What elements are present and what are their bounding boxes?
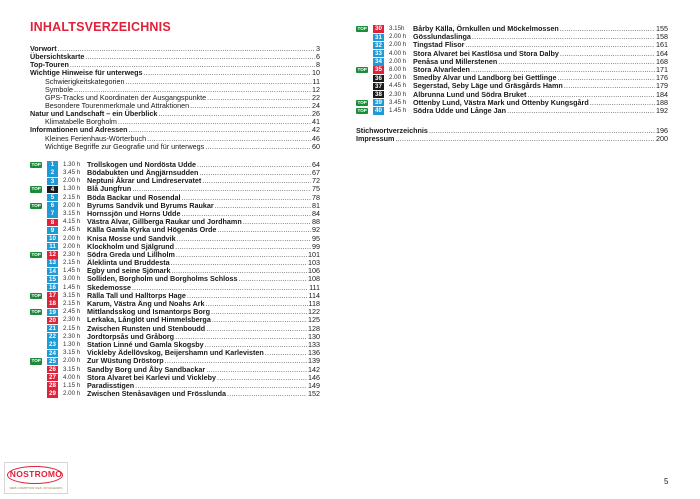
tour-page: 149 [308, 380, 320, 390]
tour-number-badge: 21 [47, 325, 58, 332]
tour-duration: 4.00 h [389, 49, 407, 57]
leader-dots [498, 58, 655, 66]
tour-duration: 2.00 h [63, 234, 81, 242]
tour-page: 192 [656, 105, 668, 115]
tour-title: Egby und seine Sjömark [87, 266, 171, 276]
logo-brand: NOSTROMO [9, 469, 63, 479]
toc-entry-label: Besondere Tourenmerkmale und Attraktionen [45, 100, 190, 110]
tour-title: Ottenby Lund, Västra Mark und Ottenby Kungsgård [413, 97, 589, 107]
tour-number-badge: 24 [47, 350, 58, 357]
index-entry[interactable] [356, 135, 668, 143]
tour-number-badge: 32 [373, 42, 384, 49]
tour-duration: 1.15 h [63, 381, 81, 389]
tour-page: 118 [308, 299, 320, 309]
leader-dots [58, 45, 315, 53]
tour-title: Byrums Sandvik und Byrums Raukar [87, 200, 214, 210]
tour-page: 176 [656, 73, 668, 83]
top-tour-badge: TOP [357, 99, 367, 105]
tour-duration: 1.30 h [63, 185, 81, 193]
tour-list-right [356, 25, 668, 115]
top-tour-badge: TOP [357, 25, 367, 31]
leader-dots [126, 78, 312, 86]
tour-title: Gösslundaslinga [413, 32, 471, 42]
tour-duration: 2.45 h [63, 226, 81, 234]
tour-title: Albrunna Lund und Södra Bruket [413, 89, 527, 99]
tour-page: 81 [312, 200, 320, 210]
toc-entry-page: 6 [316, 52, 320, 62]
tour-title: Rälla Tall und Halltorps Hage [87, 290, 186, 300]
tour-title: Äleklinta und Bruddesta [87, 258, 170, 268]
tour-number-badge: 15 [47, 276, 58, 283]
tour-page: 171 [656, 64, 668, 74]
leader-dots [265, 349, 307, 357]
tour-page: 188 [656, 97, 668, 107]
tour-title: Bårby Källa, Örnkullen und Möckelmossen [413, 24, 559, 33]
leader-dots [207, 94, 311, 102]
tour-number-badge: 28 [47, 382, 58, 389]
tour-duration: 4.15 h [63, 218, 81, 226]
top-tour-badge: TOP [31, 186, 41, 192]
tour-duration: 2.15 h [63, 300, 81, 308]
leader-dots [429, 127, 655, 135]
tour-number-badge: 33 [373, 50, 384, 57]
tour-number-badge: 5 [47, 194, 58, 201]
tour-duration: 4.00 h [63, 373, 81, 381]
top-tour-badge: TOP [31, 161, 41, 167]
tour-duration: 3.45 h [63, 169, 81, 177]
toc-entry-label: Wichtige Hinweise für unterwegs [30, 68, 143, 78]
tour-entry[interactable] [30, 251, 320, 259]
page-title: INHALTSVERZEICHNIS [30, 20, 171, 34]
tour-duration: 2.00 h [63, 357, 81, 365]
tour-title: Vickleby Ädellövskog, Beijershamn und Karlevisten [87, 348, 264, 358]
top-tour-badge: TOP [31, 202, 41, 208]
tour-page: 84 [312, 208, 320, 218]
toc-entry-label: Symbole [45, 84, 73, 94]
tour-title: Stora Alvaret bei Karlevi und Vickleby [87, 372, 217, 382]
toc-entry[interactable] [30, 78, 320, 86]
tour-duration: 2.15 h [63, 193, 81, 201]
toc-entry-page: 60 [312, 141, 320, 151]
tour-page: 158 [656, 32, 668, 42]
toc-entry-page: 42 [312, 125, 320, 135]
tour-page: 114 [308, 290, 320, 300]
tour-title: Bödabukten und Ängjärnsudden [87, 168, 199, 178]
tour-title: Station Linné und Gamla Skogsby [87, 339, 204, 349]
leader-dots [239, 275, 307, 283]
leader-dots [206, 366, 307, 374]
tour-number-badge: 37 [373, 83, 384, 90]
leader-dots [144, 69, 311, 77]
tour-entry[interactable] [356, 33, 668, 41]
tour-entry[interactable] [30, 275, 320, 283]
tour-page: 130 [308, 331, 320, 341]
leader-dots [560, 25, 655, 33]
tour-title: Böda Backar und Rosendal [87, 192, 181, 202]
toc-entry-label: Schwierigkeitskategorien [45, 76, 125, 86]
tour-number-badge: 31 [373, 34, 384, 41]
tour-entry[interactable] [30, 349, 320, 357]
tour-number-badge: 40 [373, 107, 384, 114]
leader-dots [85, 53, 315, 61]
tour-title: Södra Greda und Lillholm [87, 249, 175, 259]
toc-entry-page: 11 [312, 76, 320, 86]
toc-entry-page: 26 [312, 109, 320, 119]
tour-number-badge: 11 [47, 243, 58, 250]
tour-title: Penåsa und Millerstenen [413, 56, 498, 66]
tour-entry[interactable] [356, 99, 668, 107]
tour-page: 168 [656, 56, 668, 66]
tour-page: 108 [308, 274, 320, 284]
right-column [356, 25, 668, 143]
tour-duration: 2.00 h [63, 177, 81, 185]
tour-entry[interactable] [30, 374, 320, 382]
toc-list [30, 45, 320, 151]
tour-duration: 2.45 h [63, 308, 81, 316]
tour-number-badge: 38 [373, 91, 384, 98]
tour-entry[interactable] [30, 177, 320, 185]
leader-dots [507, 107, 655, 115]
tour-entry[interactable] [356, 25, 668, 33]
tour-title: Zur Wüstung Dröstorp [87, 356, 164, 366]
tour-page: 136 [308, 348, 320, 358]
toc-entry[interactable] [30, 53, 320, 61]
tour-number-badge: 14 [47, 268, 58, 275]
toc-entry-page: 10 [312, 68, 320, 78]
tour-title: Södra Udde und Långe Jan [413, 105, 507, 115]
tour-title: Zwischen Stenåsavägen und Frösslunda [87, 389, 226, 399]
tour-page: 125 [308, 315, 320, 325]
tour-number-badge: 18 [47, 300, 58, 307]
leader-dots [395, 135, 655, 143]
tour-duration: 2.30 h [63, 250, 81, 258]
toc-entry-page: 22 [312, 92, 320, 102]
tour-number-badge: 39 [373, 99, 384, 106]
tour-duration: 3.15 h [63, 349, 81, 357]
index-entry[interactable] [356, 127, 668, 135]
tour-duration: 1.45 h [63, 267, 81, 275]
tour-page: 184 [656, 89, 668, 99]
top-tour-badge: TOP [31, 251, 41, 257]
tour-page: 103 [308, 258, 320, 268]
tour-number-badge: 19 [47, 309, 58, 316]
tour-page: 64 [312, 159, 320, 169]
tour-title: Neptuni Åkrar und Lindreservatet [87, 176, 202, 186]
tour-number-badge: 9 [47, 227, 58, 234]
tour-duration: 2.00 h [389, 74, 407, 82]
tour-title: Stora Alvaret bei Kastlösa und Stora Dalby [413, 48, 559, 58]
tour-duration: 3.15 h [63, 291, 81, 299]
tour-title: Jordtorpsås und Gråborg [87, 331, 175, 341]
tour-duration: 8.00 h [389, 65, 407, 73]
tour-duration: 2.00 h [389, 41, 407, 49]
tour-page: 142 [308, 364, 320, 374]
tour-entry[interactable] [30, 325, 320, 333]
index-entry-label: Impressum [356, 134, 395, 144]
leader-dots [118, 118, 311, 126]
tour-duration: 2.30 h [63, 332, 81, 340]
leader-dots [215, 202, 311, 210]
tour-number-badge: 10 [47, 235, 58, 242]
leader-dots [197, 161, 311, 169]
tour-page: 75 [312, 184, 320, 194]
tour-number-badge: 1 [47, 161, 58, 168]
tour-entry[interactable] [30, 235, 320, 243]
tour-title: Stora Alvarleden [413, 64, 470, 74]
leader-dots [206, 300, 308, 308]
logo-tagline: WEB COMPTOIR DES VOYAGEURS [9, 486, 63, 490]
tour-title: Mittlandsskog und Ismantorps Borg [87, 307, 210, 317]
tour-entry[interactable] [30, 390, 320, 398]
tour-title: Källa Gamla Kyrka und Högenäs Orde [87, 225, 217, 235]
index-entry-label: Stichwortverzeichnis [356, 126, 428, 136]
top-tour-badge: TOP [31, 292, 41, 298]
tour-title: Knisa Mosse und Sandvik [87, 233, 176, 243]
tour-duration: 2.00 h [63, 201, 81, 209]
tour-title: Trollskogen und Nordösta Udde [87, 159, 197, 169]
leader-dots [243, 218, 311, 226]
tour-duration: 2.15 h [63, 259, 81, 267]
tour-number-badge: 35 [373, 66, 384, 73]
tour-number-badge: 29 [47, 390, 58, 397]
tour-number-badge: 22 [47, 333, 58, 340]
tour-title: Segerstad, Seby Läge und Gräsgårds Hamn [413, 81, 563, 91]
leader-dots [199, 169, 311, 177]
toc-entry-label: Übersichtskarte [30, 52, 85, 62]
tour-duration: 3.45 h [389, 98, 407, 106]
toc-entry-page: 46 [312, 133, 320, 143]
tour-number-badge: 7 [47, 210, 58, 217]
toc-entry-page: 24 [312, 100, 320, 110]
tour-number-badge: 27 [47, 374, 58, 381]
tour-number-badge: 13 [47, 259, 58, 266]
tour-page: 146 [308, 372, 320, 382]
tour-title: Karum, Västra Äng und Noahs Ark [87, 299, 205, 309]
tour-duration: 2.30 h [63, 316, 81, 324]
leader-dots [217, 374, 307, 382]
toc-entry-label: Kleines Ferienhaus-Wörterbuch [45, 133, 147, 143]
leader-dots [212, 316, 307, 324]
tour-number-badge: 12 [47, 251, 58, 258]
tour-page: 88 [312, 217, 320, 227]
leader-dots [217, 226, 311, 234]
tour-number-badge: 4 [47, 186, 58, 193]
leader-dots [560, 50, 655, 58]
page-number: 5 [664, 477, 669, 486]
leader-dots [558, 74, 656, 82]
tour-title: Solliden, Borgholm und Borgholms Schloss [87, 274, 238, 284]
tour-entry[interactable] [356, 50, 668, 58]
tour-page: 161 [656, 40, 668, 50]
tour-number-badge: 3 [47, 178, 58, 185]
tour-number-badge: 36 [373, 75, 384, 82]
tour-duration: 1.45 h [63, 283, 81, 291]
tour-duration: 1.30 h [63, 340, 81, 348]
top-tour-badge: TOP [31, 358, 41, 364]
top-tour-badge: TOP [357, 66, 367, 72]
leader-dots [129, 126, 311, 134]
toc-entry-label: Natur und Landschaft – ein Überblick [30, 109, 158, 119]
tour-page: 122 [308, 307, 320, 317]
extras-list [356, 127, 668, 143]
top-tour-badge: TOP [31, 309, 41, 315]
toc-entry-label: Wichtige Begriffe zur Geografie und für unterwegs [45, 141, 205, 151]
tour-number-badge: 8 [47, 219, 58, 226]
tour-page: 106 [308, 266, 320, 276]
index-entry-page: 200 [656, 134, 668, 144]
toc-entry-page: 12 [312, 84, 320, 94]
tour-number-badge: 20 [47, 317, 58, 324]
toc-entry-label: Top-Touren [30, 60, 69, 70]
tour-page: 179 [656, 81, 668, 91]
tour-title: Sandby Borg und Åby Sandbackar [87, 364, 206, 374]
leader-dots [171, 259, 307, 267]
tour-page: 111 [309, 282, 320, 292]
leader-dots [176, 251, 307, 259]
tour-entry[interactable] [356, 107, 668, 115]
tour-page: 95 [312, 233, 320, 243]
tour-list-left [30, 161, 320, 398]
tour-page: 101 [308, 249, 320, 259]
tour-page: 92 [312, 225, 320, 235]
toc-entry-page: 3 [316, 44, 320, 53]
leader-dots [206, 325, 307, 333]
tour-duration: 2.00 h [63, 242, 81, 250]
tour-duration: 2.00 h [389, 57, 407, 65]
tour-title: Västra Alvar, Gillberga Raukar und Jordhamn [87, 217, 242, 227]
tour-number-badge: 26 [47, 366, 58, 373]
tour-duration: 3.15 h [63, 365, 81, 373]
top-tour-badge: TOP [357, 107, 367, 113]
leader-dots [590, 99, 655, 107]
tour-page: 128 [308, 323, 320, 333]
tour-number-badge: 34 [373, 58, 384, 65]
leader-dots [202, 177, 311, 185]
leader-dots [177, 235, 311, 243]
leader-dots [158, 110, 311, 118]
tour-duration: 3.15h [389, 25, 405, 32]
tour-entry[interactable] [30, 243, 320, 251]
tour-page: 133 [308, 339, 320, 349]
tour-title: Zwischen Runsten und Stenboudd [87, 323, 206, 333]
tour-entry[interactable] [30, 259, 320, 267]
tour-page: 164 [656, 48, 668, 58]
left-column [30, 45, 320, 398]
tour-number-badge: 30 [373, 25, 384, 32]
nostromo-logo [4, 462, 68, 494]
tour-page: 152 [308, 389, 320, 399]
tour-number-badge: 2 [47, 169, 58, 176]
tour-title: Blå Jungfrun [87, 184, 132, 194]
leader-dots [175, 243, 311, 251]
tour-duration: 1.45 h [389, 106, 407, 114]
tour-page: 78 [312, 192, 320, 202]
tour-title: Skedemosse [87, 282, 131, 292]
toc-entry-label: Vorwort [30, 44, 57, 53]
tour-duration: 3.15 h [63, 209, 81, 217]
tour-duration: 4.45 h [389, 82, 407, 90]
tour-number-badge: 17 [47, 292, 58, 299]
tour-duration: 2.15 h [63, 324, 81, 332]
leader-dots [205, 143, 311, 151]
tour-title: Lerkaka, Långlöt und Himmelsberga [87, 315, 211, 325]
tour-duration: 2.00 h [389, 33, 407, 41]
tour-duration: 2.30 h [389, 90, 407, 98]
leader-dots [190, 102, 311, 110]
leader-dots [187, 292, 308, 300]
index-entry-page: 196 [656, 126, 668, 136]
tour-title: Tingstad Flisor [413, 40, 465, 50]
leader-dots [564, 82, 655, 90]
tour-number-badge: 6 [47, 202, 58, 209]
tour-duration: 2.00 h [63, 390, 81, 398]
tour-page: 72 [312, 176, 320, 186]
tour-page: 155 [656, 24, 668, 33]
toc-entry-label: GPS-Tracks und Koordinaten der Ausgangspunkte [45, 92, 207, 102]
leader-dots [211, 308, 307, 316]
tour-number-badge: 23 [47, 341, 58, 348]
toc-entry-label: Klimatabelle Borgholm [45, 117, 117, 127]
toc-entry-label: Informationen und Adressen [30, 125, 128, 135]
leader-dots [472, 33, 655, 41]
toc-entry-page: 8 [316, 60, 320, 70]
tour-page: 99 [312, 241, 320, 251]
leader-dots [227, 390, 307, 398]
tour-number-badge: 16 [47, 284, 58, 291]
tour-title: Klockholm und Själgrund [87, 241, 175, 251]
toc-entry[interactable] [30, 143, 320, 151]
tour-entry[interactable] [356, 58, 668, 66]
tour-page: 139 [308, 356, 320, 366]
tour-title: Hornssjön und Horns Udde [87, 208, 181, 218]
tour-title: Paradisstigen [87, 380, 135, 390]
tour-duration: 1.30 h [63, 160, 81, 168]
tour-duration: 3.00 h [63, 275, 81, 283]
tour-number-badge: 25 [47, 358, 58, 365]
tour-title: Smedby Alvar und Landborg bei Gettlinge [413, 73, 557, 83]
toc-entry-page: 41 [312, 117, 320, 127]
tour-page: 67 [312, 168, 320, 178]
